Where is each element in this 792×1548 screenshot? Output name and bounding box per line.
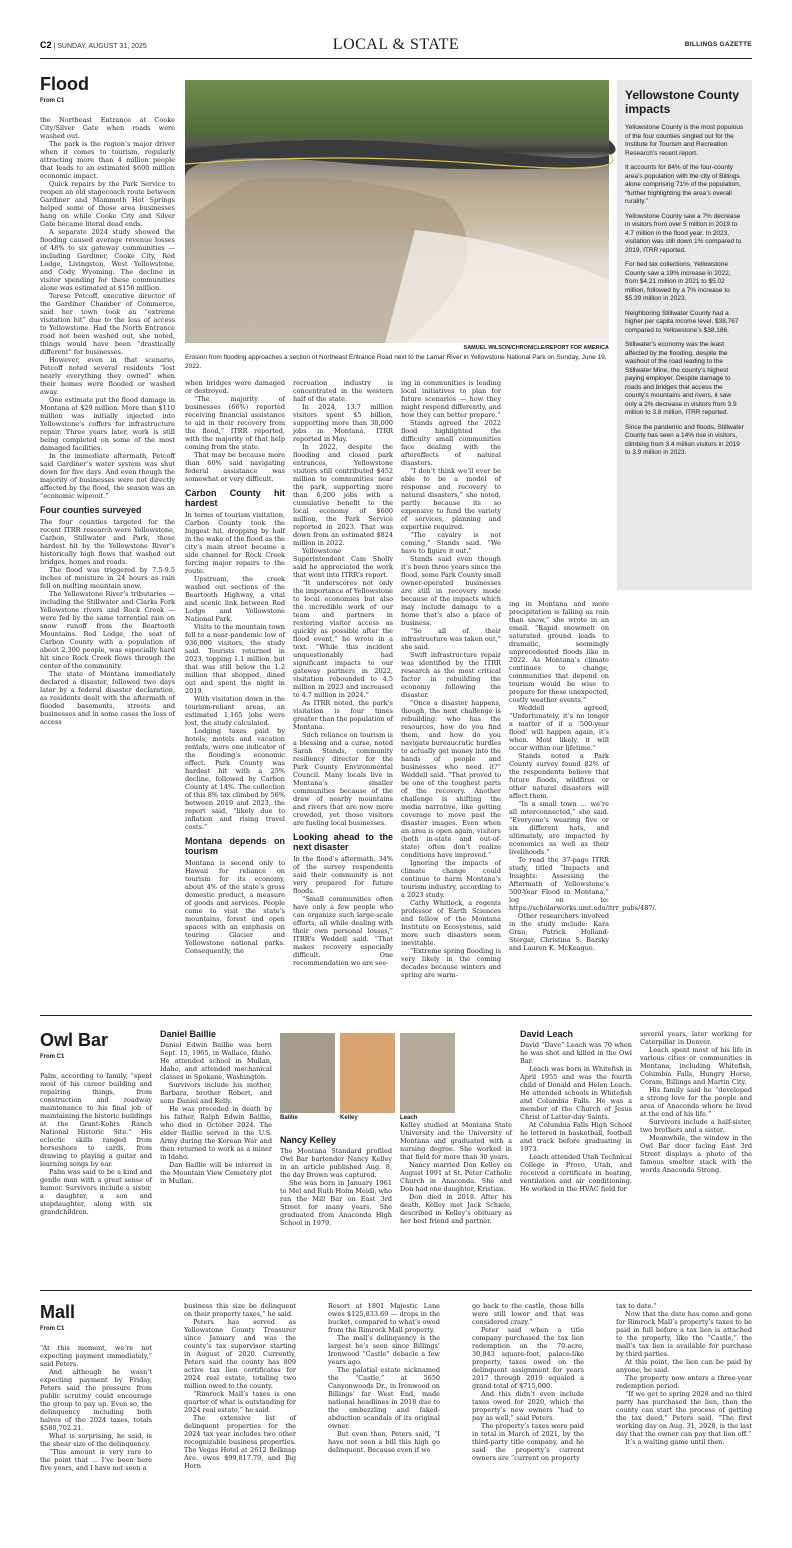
flood-photo <box>185 80 609 343</box>
paragraph: recreation industry is concentrated in the western half of the state. <box>293 379 393 403</box>
paragraph: Neighboring Stillwater County had a higher per capita income level, $38,767 compared to Yellowstone’s $38,186. <box>625 309 739 334</box>
paragraph: Yellowstone County saw a 7% decrease in visitors from over 5 million in 2019 to 4.7 million in the flood year. In 2023, visitation was still down 1% compared to 2019, ITRR reported. <box>625 212 742 254</box>
baillie-photo <box>280 1033 335 1113</box>
paragraph: Lodging taxes paid by hotels, motels and vacation rentals, were one indicator of the flooding’s economic effect. Park County was hardest hit with a 25% decline, followed by Carbon County at 14%. The collection of this 8% tax climbed by 56% between 2019 and 2023, the report said, “likely due to inflation and rising travel costs.” <box>185 727 285 831</box>
paragraph: Upstream, the creek washed out sections of the Beartooth Highway, a vital and scenic link between Red Lodge and Yellowstone National Park. <box>185 575 285 623</box>
paragraph: Stillwater’s economy was the least affected by the flooding, despite the washout of the road leading to the Stillwater Mine, the county’s highest paying employer. Despite damage to roads and bridges that access the county’s mountains and rivers, it saw only a 2% decrease in visitors from 3.9 million to 3.8 million, ITRR reported. <box>625 341 737 416</box>
paragraph: In the immediate aftermath, Petcoff said Gardiner’s water system was shut down for five days. And even though the majority of businesses were not directly affected by the flood, the season was an “economic wipeout.” <box>40 452 175 500</box>
paragraph: In the flood’s aftermath, 34% of the survey respondents said their community is not very prepared for future floods. <box>293 855 393 895</box>
paragraph: tax to date.” <box>616 1302 657 1310</box>
leach-label: Leach <box>400 1115 418 1121</box>
flood-col-2 <box>185 379 285 1009</box>
paragraph: Dan Baillie will be interred in the Mountain View Cemetery plot in Mullan. <box>160 1161 272 1185</box>
paragraph: Visits to the mountain town fell to a near-pandemic low of 936,000 visitors, the study said. Tourists returned in 2023, topping 1.1 million, but that was still below the 1.2 million that shopped, dined out and spent the night in 2019. <box>185 623 285 695</box>
paragraph: Montana is second only to Hawaii for reliance on tourism for its economy, about 4% of the state’s gross domestic product, a measure of goods and services. People come to visit the state’s mountains, forest and open spaces with an emphasis on touring Glacier and Yellowstone national parks. Consequently, the <box>185 859 285 955</box>
flood-photo-svg <box>185 80 609 343</box>
flood-head <box>40 74 175 109</box>
owlbar-kicker: Owl Bar <box>40 1030 109 1050</box>
paragraph: Don died in 2018. After his death, Kelley met Jack Schiele, described in Kelley’s obituary as her best friend and partner. <box>400 1193 512 1225</box>
kelley-head: Nancy Kelley <box>280 1135 337 1145</box>
owlbar-col-6 <box>640 1030 752 1282</box>
paragraph: Leach attended Utah Technical College in Provo, Utah, and received a certificate in heating, ventilation and air conditioning. He worked in the HVAC field for <box>520 1153 632 1193</box>
owlbar-col-4 <box>400 1121 512 1282</box>
mall-col-3 <box>328 1302 440 1534</box>
paragraph: And although he wasn’t expecting payment by Friday, Peters said the pressure from public scrutiny could encourage the group to pay up. Even so, the delinquency including both halves of the 2024 taxes, totals $580,702.21. <box>40 1368 152 1432</box>
mall-col-4 <box>472 1302 584 1534</box>
photo-caption: Erosion from flooding approaches a section of Northeast Entrance Road next to the Lamar River in Yellowstone National Park on Sunday, June 19, 2022. <box>185 354 607 370</box>
paragraph: Meanwhile, the window in the Owl Bar door facing East 3rd Street displays a photo of the famous smelter stack with the words Anaconda Strong. <box>640 1134 752 1174</box>
baillie-label: Baillie <box>280 1115 298 1121</box>
kelley-photo <box>340 1033 395 1113</box>
dateline-date: SUNDAY, AUGUST 31, 2025 <box>57 43 147 50</box>
paragraph: Stands agreed the 2022 flood highlighted the difficulty small communities face dealing with the aftereffects of natural disasters. <box>401 419 501 467</box>
section-rule-2 <box>40 1290 752 1291</box>
paragraph: But even then, Peters said, “I have not seen a bill this high go delinquent. Because even if we <box>328 1430 440 1454</box>
paragraph: Yellowstone County is the most populous of the four counties singled out for the Institute for Tourism and Recreation Research’s recent report. <box>625 124 744 157</box>
paragraph: “The cavalry is not coming,” Stands said. “We have to figure it out.” <box>401 531 501 555</box>
paragraph: “The majority of businesses (66%) reported receiving financial assistance to aid in their recovery from the flood,” ITRR reported, with the majority of that help coming from the state. <box>185 395 285 451</box>
paragraph: Nancy married Don Kelley on August 1991 at St. Peter Catholic Church in Anaconda. She and Don had one daughter, Kristian. <box>400 1161 512 1193</box>
flood-kicker: Flood <box>40 74 89 94</box>
owlbar-head <box>40 1030 152 1065</box>
paragraph: The four counties targeted for the recent ITRR research were Yellowstone, Carbon, Stillwater and Park, those hardest hit by the Yellowstone River’s historically high flows that washed out bridges, homes and roads. <box>40 518 175 566</box>
page-number: C2 <box>40 40 52 50</box>
paragraph: As ITRR noted, the park’s visitation is four times greater than the population of Montana. <box>293 699 393 731</box>
flood-col-3 <box>293 379 393 1009</box>
paragraph: Palm was said to be a kind and gentle man with a great sense of humor. Survivors include a sister, a daughter, a son and stepdaughter, along with six grandchildren. <box>40 1168 152 1216</box>
paragraph: “This amount is very rare to the point that … I’ve been here five years, and I have not seen a <box>40 1448 152 1472</box>
paragraph: The extensive list of delinquent properties for the 2024 tax year includes two other recognizable business properties. The Vegas Hotel at 2612 Belknap Ave. owes $99,817.79, and Big Horn <box>184 1414 296 1470</box>
leach-head: David Leach <box>520 1029 574 1039</box>
paragraph: In 2024, 13.7 million visitors spent $5 billion, supporting more than 38,000 jobs in Montana, ITRR reported in May. <box>293 403 393 443</box>
paragraph: “Extreme spring flooding is very likely in the coming decades because winters and spring are warm- <box>401 947 501 979</box>
paragraph: several years, later working for Caterpillar in Denver. <box>640 1030 752 1046</box>
paragraph: “In a small town … we’re all interconnected,” she said. “Everyone’s wearing five or six different hats, and ultimately, are impacted by economics as well as their livelihoods.” <box>509 800 609 856</box>
paragraph: Resort at 1801 Majestic Lane owes $125,833.69 — drops in the bucket, compared to what’s owed from the Rimrock Mall property. <box>328 1302 440 1334</box>
paragraph: One estimate put the flood damage in Montana at $29 million. More than $110 million was initially injected into Yellowstone’s coffers for infrastructure repair. Three years later, work is still being completed on some of the most damaged facilities. <box>40 396 175 452</box>
paragraph: Leach spent most of his life in various cities or communities in Montana, including Whitefish, Columbia Falls, Hungry Horse, Coram, Billings and Martin City. <box>640 1046 752 1086</box>
owlbar-col-3 <box>280 1136 392 1282</box>
paragraph: Now that the date has come and gone for Rimrock Mall’s property’s taxes to be paid in full before a tax lien is attached to the property, like the “Castle,” the mall’s tax lien is available for purchase by third parties. <box>616 1310 752 1358</box>
paragraph: At Columbia Falls High School he lettered in basketball, football and track before graduating in 1973. <box>520 1121 632 1153</box>
paragraph: “It underscores not only the importance of Yellowstone to local economies but also the incredible work of our team and partners in restoring visitor access as quickly as possible after the flood event,” he wrote in a text. “While this incident unquestionably had significant impacts to our gateway partners in 2022, visitation rebounded to 4.5 million in 2023 and increased to 4.7 million in 2024.” <box>293 579 393 699</box>
paragraph: Peter said when a title company purchased the tax lien redemption on the 70-acre, 30,843 square-foot, palace-like property, taxes owed on the delinquent assignment for years 2017 through 2019 equaled a grand total of $715,000. <box>472 1326 584 1390</box>
paragraph: The park is the region’s major driver when it comes to tourism, regularly attracting more than 4 million people that leads to an estimated $600 million economic impact. <box>40 140 175 180</box>
flood-col-1 <box>40 116 175 1008</box>
mall-col-2 <box>184 1302 296 1534</box>
paragraph: “Small communities often have only a few people who can organize such large-scale efforts, all while dealing with their own personal losses,” ITRR’s Weddell said. “That makes recovery especially difficult. One recommendation we are see- <box>293 895 393 967</box>
paragraph: Survivors include his mother, Barbara, brother Robert, and sons Daniel and Kelly. <box>160 1081 272 1105</box>
paragraph: Such reliance on tourism is a blessing and a curse, noted Sarah Stands, community resiliency director for the Park County Environmental Council. Many locals live in Montana’s smaller communities because of the draw of nearby mountains and rivers that are now more crowded, yet those visitors are fueling local businesses. <box>293 731 393 827</box>
paragraph: The state of Montana immediately declared a disaster, followed two days later by a federal disaster declaration, as residents dealt with the aftermath of flooded basements, streets and businesses and in some cases the loss of access <box>40 670 175 726</box>
paragraph: “So all of their infrastructure was taken out,” she said. <box>401 627 501 651</box>
paragraph: “I don’t think we’ll ever be able to be a model of response and recovery to natural disasters,” she noted, partly because its so expensive to fund the variety of services, planning and expertise required. <box>401 467 501 531</box>
flood-subhead-1: Four counties surveyed <box>40 505 142 515</box>
paragraph: ing in Montana and more precipitation is falling as rain than snow,” she wrote in an email. “Rapid snowmelt on saturated ground leads to dramatic, seemingly unprecedented floods like in 2022. As Montana’s climate continues to change, communities that depend on tourism would be wise to prepare for these unexpected, costly weather events.” <box>509 600 609 704</box>
paragraph: Terese Petcoff, executive director of the Gardiner Chamber of Commerce, said her town took an “extreme visitation hit” due to the loss of access to Yellowstone. Had the North Entrance road not been washed out, she noted, things would have been “drastically different” for businesses. <box>40 292 175 356</box>
page-dateline: C2 | SUNDAY, AUGUST 31, 2025 <box>40 40 147 50</box>
paragraph: business this size be delinquent on their property taxes,” he said. <box>184 1302 296 1318</box>
paragraph: Quick repairs by the Park Service to reopen an old stagecoach route between Gardiner and Mammoth Hot Springs helped some of those area businesses hang on while Cooke City and Silver Gate became literal dead ends. <box>40 180 175 228</box>
leach-photo <box>400 1033 455 1113</box>
paragraph: Yellowstone Superintendent Cam Sholly said he appreciated the work that went into ITRR’s report. <box>293 547 393 579</box>
paragraph: Palm, according to family, “spent most of his career building and repairing things, from construction and roadway maintenance to his final job of maintaining the historic buildings at the Grant-Kohrs Ranch National Historic Site.” His eclectic skills ranged from horseshoes to cards, from drawing to playing a guitar and learning songs by ear. <box>40 1072 152 1168</box>
paragraph: However, even in that scenario, Petcoff noted several residents “lost nearly everything they owned” when their homes were flooded or washed away. <box>40 356 175 396</box>
owlbar-col-2 <box>160 1030 272 1282</box>
newspaper-name: BILLINGS GAZETTE <box>684 41 752 48</box>
baillie-head: Daniel Baillie <box>160 1029 217 1039</box>
paragraph: She was born in January 1961 to Mel and Ruth Holm Meidl, who ran the Mill Bar on East 3rd Street for many years. She graduated from Anaconda High School in 1979. <box>280 1179 392 1227</box>
paragraph: The mall’s delinquency is the largest he’s seen since Billings’ Ironwood “Castle” debacle a few years ago. <box>328 1334 440 1366</box>
paragraph: Weddell agreed, “Unfortunately, it’s no longer a matter of if a ‘500-year flood’ will happen again, it’s when. Most likely, it will occur within our lifetime.” <box>509 704 609 752</box>
paragraph: The Yellowstone River’s tributaries — including the Stillwater and Clarks Fork Yellowstone rivers and Rock Creek — were fed by the same torrential rain on snow runoff from the Beartooth Mountains. Red Lodge, the seat of Carbon County with a population of about 2,300 people, was especially hard hit since Rock Creek flows through the center of the community. <box>40 590 175 670</box>
paragraph: A separate 2024 study showed the flooding caused average revenue losses of 48% to six gateway communities — including Gardiner, Cooke City, Red Lodge, Livingston, West Yellowstone, and Cody, Wyoming. The decline in visitor spending for these communities alone was estimated at $156 million. <box>40 228 175 292</box>
paragraph: Stands said even though it’s been three years since the flood, some Park County small owner-operated businesses are still in recovery mode because of the impacts which may include damage to a home that’s also a place of business. <box>401 555 501 627</box>
paragraph: Stands noted a Park County survey found 82% of the respondents believe that future floods, wildfires or other natural disasters will affect them. <box>509 752 609 800</box>
paragraph: Other researchers involved in the study include: Kara Grau, Patrick Holland-Stergar, Christina S. Barsky and Lauren K. McKeague. <box>509 912 609 952</box>
section-rule-1 <box>40 1015 752 1016</box>
mall-head <box>40 1302 152 1337</box>
sidebar-title: Yellowstone County impacts <box>625 88 740 116</box>
paragraph: For bed tax collections, Yellowstone County saw a 19% increase in 2022, from $4.21 million in 2021 to $5.02 million, followed by a 7% increase to $5.39 million in 2023. <box>625 261 731 302</box>
paragraph: “If we get to spring 2028 and no third party has purchased the lien, then the county can start the process of getting the tax deed,” Peters said. “The first working day on Aug. 31, 2028, is the last day that the owner can pay that lien off.” <box>616 1390 752 1438</box>
yellowstone-sidebar <box>617 80 752 590</box>
owlbar-col-1 <box>40 1072 152 1282</box>
paragraph: ing in communities is leading local initiatives to plan for future scenarios — how they might respond differently, and how they can better prepare.” <box>401 379 501 419</box>
paragraph: The property’s taxes were paid in total in March of 2021, by the third-party title company, and he said the property’s current owners are “current on property <box>472 1422 584 1462</box>
paragraph: The flood was triggered by 7.5-9.5 inches of moisture in 24 hours as rain fell on melting mountain snow. <box>40 566 175 590</box>
owlbar-col-5 <box>520 1030 632 1282</box>
paragraph: In 2022, despite the flooding and closed park entrances, Yellowstone visitors still contributed $452 million to communities near the park, supporting more than 6,200 jobs with a cumulative benefit to the local economy of $600 million, the Park Service reported in 2023. That was down from an estimated $824 million in 2022. <box>293 443 393 547</box>
paragraph: Survivors include a half-sister, two brothers and a sister. <box>640 1118 752 1134</box>
section-title: LOCAL & STATE <box>332 36 460 53</box>
paragraph: Leach was born in Whitefish in April 1955 and was the fourth child of Donald and Helen Leach. He attended schools in Whitefish and Columbia Falls. He was a member of the Church of Jesus Christ of Latter-day Saints. <box>520 1065 632 1121</box>
paragraph: It accounts for 84% of the four-county area’s population with the city of Billings alone comprising 71% of the population, “further highlighting the area’s overall rurality.” <box>625 164 741 205</box>
paragraph: And this didn’t even include taxes owed for 2020, which the property’s new owners “had to pay as well,” said Peters. <box>472 1390 584 1422</box>
paragraph: Ignoring the impacts of climate change could continue to harm Montana’s tourism industry, according to a 2023 study. <box>401 859 501 899</box>
paragraph: His family said he “developed a strong love for the people and area of Anaconda where he lived at the end of his life.” <box>640 1086 752 1118</box>
flood-col-5 <box>509 600 657 1008</box>
paragraph: “At this moment, we’re not expecting payment immediately,” said Peters. <box>40 1344 152 1368</box>
paragraph: Since the pandemic and floods, Stillwater County has seen a 14% rise in visitors, climbing from 3.4 million visitors in 2019 to 3.9 million in 2023. <box>625 423 744 456</box>
paragraph: David “Dave” Leach was 70 when he was shot and killed in the Owl Bar. <box>520 1041 632 1065</box>
paragraph: That may be because more than 60% said navigating federal assistance was somewhat or very difficult. <box>185 451 285 483</box>
paragraph: The palatial estate nicknamed the “Castle,” at 5650 Canyonwoods Dr., in Ironwood on Billings’ far West End, made national headlines in 2018 due to the embezzling and faked-abduction scandals of its original owner. <box>328 1366 440 1430</box>
flood-from: From C1 <box>40 98 65 104</box>
owlbar-from: From C1 <box>40 1054 65 1060</box>
paragraph: Daniel Edwin Baillie was born Sept. 15, 1965, in Wallace, Idaho. He attended school in Mullan, Idaho, and attended mechanical classes in Spokane, Washington. <box>160 1041 272 1081</box>
paragraph: He was preceded in death by his father, Ralph Edwin Baillie, who died in October 2024. The elder Baillie served in the U.S. Army during the Korean War and then returned to work as a miner in Idaho. <box>160 1105 272 1161</box>
mall-from: From C1 <box>40 1326 65 1332</box>
river-shape <box>385 230 609 343</box>
mall-kicker: Mall <box>40 1302 76 1322</box>
paragraph: “Rimrock Mall’s taxes is one quarter of what is outstanding for 2024 real estate,” he said. <box>184 1390 296 1414</box>
paragraph: the Northeast Entrance at Cooke City/Silver Gate when roads were washed out. <box>40 116 175 140</box>
paragraph: go back to the castle, those bills were still lower and that was considered crazy.” <box>472 1302 584 1326</box>
kelley-label: Kelley <box>340 1115 358 1121</box>
flood-subhead-2: Carbon County hit hardest <box>185 488 285 508</box>
paragraph: What is surprising, he said, is the shear size of the delinquency. <box>40 1432 152 1448</box>
paragraph: At this point, the lien can be paid by anyone, he said. <box>616 1358 752 1374</box>
photo-credit: SAMUEL WILSON/CHRONICLE/REPORT FOR AMERICA <box>463 345 609 351</box>
paragraph: It’s a waiting game until then. <box>625 1438 725 1446</box>
mall-col-5 <box>616 1302 752 1534</box>
flood-col-4 <box>401 379 501 1009</box>
paragraph: The property now enters a three-year redemption period. <box>616 1374 752 1390</box>
flood-subhead-3: Montana depends on tourism <box>185 836 285 856</box>
paragraph: To read the 37-page ITRR study, titled “Impacts and Insights: Assessing the Aftermath of Yellowstone’s 500-Year Flood in Montana,” log on to: https://scholarworks.umt.edu/itrr_pubs/487/. <box>509 856 657 912</box>
paragraph: The Montana Standard profiled Owl Bar bartender Nancy Kelley in an article published Aug. 8, the day Brown was captured. <box>280 1147 392 1179</box>
paragraph: Cathy Whitlock, a regents professor of Earth Sciences and fellow of the Montana Institute on Ecosystems, said more such disasters seem inevitable. <box>401 899 501 947</box>
paragraph: “Once a disaster happens, though, the next challenge is rebuilding: who has the resources, how do you find them, and how do you navigate bureaucratic hurdles to actually get money into the hands of people and businesses who need it?” Weddell said. “That proved to be one of the toughest parts of the recovery. Another challenge is shifting the media narrative, like getting coverage to move past the disaster images. Even when an area is open again, visitors (both in-state and out-of-state) often don’t realize conditions have improved.” <box>401 699 501 859</box>
paragraph: Swift infrastructure repair was identified by the ITRR research as the most critical factor in rebuilding the economy following the disaster. <box>401 651 501 699</box>
paragraph: when bridges were damaged or destroyed. <box>185 379 285 395</box>
paragraph: In terms of tourism visitation, Carbon County took the biggest hit, dropping by half in the wake of the flood as the city’s main street became a side channel for Rock Creek forcing major repairs to the route. <box>185 511 285 575</box>
flood-subhead-4: Looking ahead to the next disaster <box>293 832 393 852</box>
mall-col-1 <box>40 1344 152 1534</box>
header-rule <box>40 58 752 59</box>
paragraph: Kelley studied at Montana State University and the University of Montana and graduated with a nursing degree. She worked in that field for more than 30 years. <box>400 1121 512 1161</box>
paragraph: Peters has served as Yellowstone County Treasurer since January and was the county’s tax supervisor starting in August of 2020. Currently, Peters said the county has 809 active tax lien certificates for 2024 real estate, totaling two million owed to the county. <box>184 1318 296 1390</box>
paragraph: With visitation down in the tourism-reliant areas, an estimated 1,165 jobs were lost, the study calculated. <box>185 695 285 727</box>
